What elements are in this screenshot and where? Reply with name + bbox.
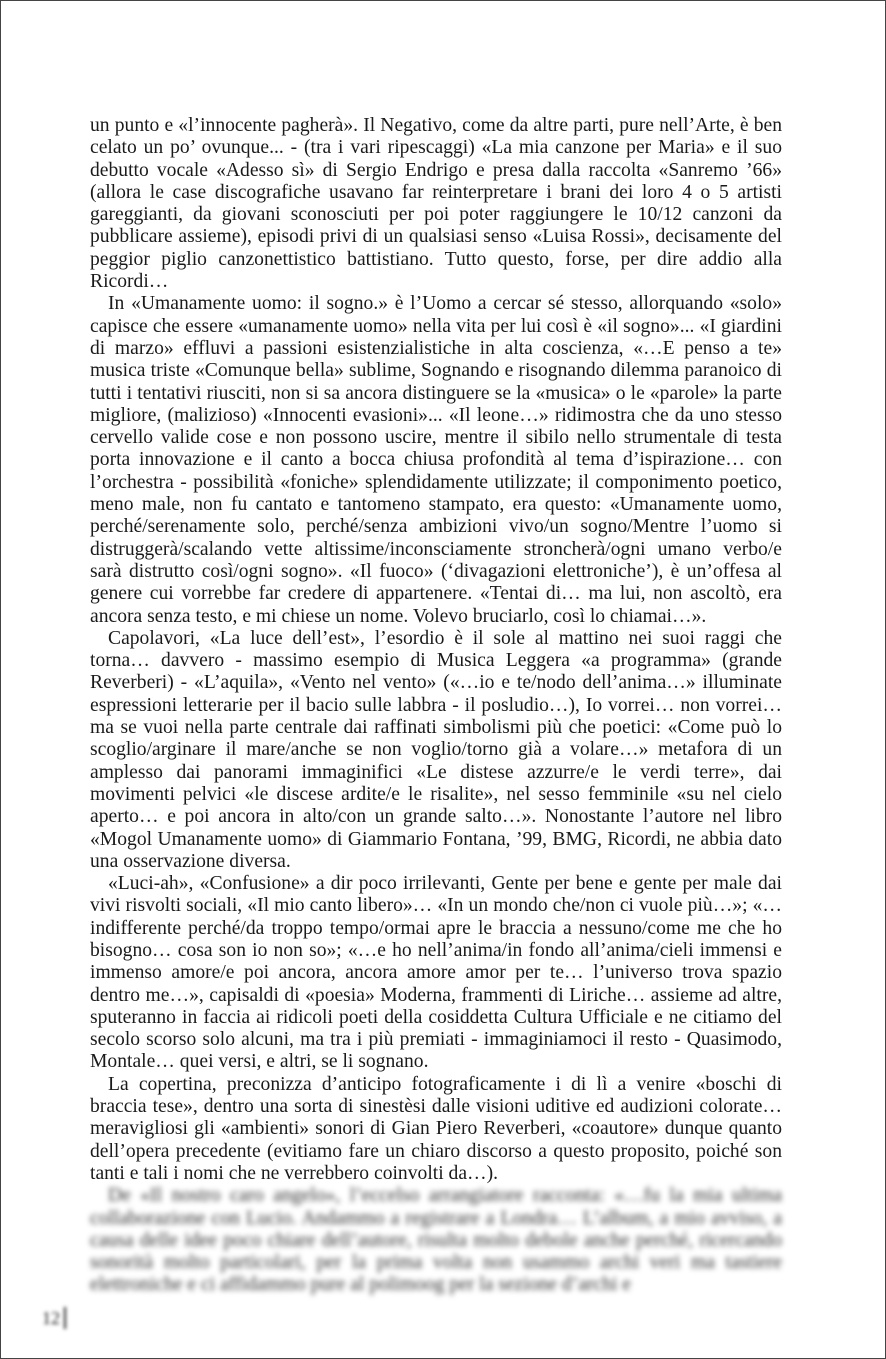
paragraph-2: In «Umanamente uomo: il sogno.» è l’Uomo a cercar sé stesso, allorquando «solo» capisce che essere «umanamente uomo» nella vita per lui così è «il sogno»... «I giardini di marzo» effluvi a passioni esistenzialistiche in alta coscienza, «…E penso a te» musica triste «Comunque bella» sublime, Sognando e risognando dilemma paranoico di tutti i tentativi riusciti, non si sa ancora distinguere se la «musica» o le «parole» la parte migliore, (malizioso) «Innocenti evasioni»... «Il leone…» ridimostra che da uno stesso cervello valide cose e non possono uscire, mentre il sibilo nello strumentale di testa porta innovazione e il canto a bocca chiusa profondità al tema d’ispirazione… con l’orchestra - possibilità «foniche» splendidamente utilizzate; il componimento poetico, meno male, non fu cantato e tantomeno stampato, era questo: «Umanamente uomo, perché/serenamente solo, perché/senza ambizioni vivo/un sogno/Mentre l’uomo si distruggerà/scalando vette altissime/inconsciamente stroncherà/ogni umano verbo/e sarà distrutto così/ogni sogno». «Il fuoco» (‘divagazioni elettroniche’), è un’offesa al genere cui vorrebbe far credere di appartenere. «Tentai di… ma lui, non ascoltò, era ancora senza testo, e mi chiese un nome. Volevo bruciarlo, così lo chiamai…». [90,293,782,627]
paragraph-4: «Luci-ah», «Confusione» a dir poco irrilevanti, Gente per bene e gente per male dai vivi risvolti sociali, «Il mio canto libero»… «In un mondo che/non ci vuole più…»; «…indifferente perché/da troppo tempo/ormai apre le braccia a nessuno/come me che ho bisogno… cosa son io non so»; «…e ho nell’anima/in fondo all’anima/cieli immensi e immenso amore/e poi ancora, ancora amore amor per te… l’universo trova spazio dentro me…», capisaldi di «poesia» Moderna, frammenti di Liriche… assieme ad altre, sputeranno in faccia ai ridicoli poeti della cosiddetta Cultura Ufficiale e ne citiamo del secolo scorso solo alcuni, ma tra i più premiati - immaginiamoci il resto - Quasimodo, Montale… quei versi, e altri, se li sognano. [90,873,782,1073]
page-number-bar [64,1307,66,1329]
body-text [90,115,782,1297]
paragraph-3: Capolavori, «La luce dell’est», l’esordio è il sole al mattino nei suoi raggi che torna… davvero - massimo esempio di Musica Leggera «a programma» (grande Reverberi) - «L’aquila», «Vento nel vento» («…io e te/nodo dell’anima…» illuminate espressioni letterarie per il bacio sulle labbra - il posludio…), Io vorrei… non vorrei… ma se vuoi nella parte centrale dai raffinati simbolismi più che poetici: «Come può lo scoglio/arginare il mare/anche se non voglio/torno già a volare…» metafora di un amplesso dai panorami immaginifici «Le distese azzurre/e le verdi terre», dai movimenti pelvici «le discese ardite/e le risalite», nel sesso femminile «su nel cielo aperto… e poi ancora in alto/con un grande salto…». Nonostante l’autore nel libro «Mogol Umanamente uomo» di Giammario Fontana, ’99, BMG, Ricordi, ne abbia dato una osservazione diversa. [90,627,782,872]
paragraph-1: un punto e «l’innocente pagherà». Il Negativo, come da altre parti, pure nell’Arte, è ben celato un po’ ovunque... - (tra i vari ripescaggi) «La mia canzone per Maria» e il suo debutto vocale «Adesso sì» di Sergio Endrigo e presa dalla raccolta «Sanremo ’66» (allora le case discografiche usavano far reinterpretare i brani dei loro 4 o 5 artisti gareggianti, da giovani sconosciuti per poi poter raggiungere le 10/12 canzoni da pubblicare assieme), episodi privi di un qualsiasi senso «Luisa Rossi», decisamente del peggior piglio canzonettistico battistiano. Tutto questo, forse, per dire addio alla Ricordi… [90,115,782,293]
paragraph-5: La copertina, preconizza d’anticipo fotograficamente i di lì a venire «boschi di braccia tese», dentro una sorta di sinestèsi dalle visioni uditive ed audizioni colorate… meravigliosi gli «ambienti» sonori di Gian Piero Reverberi, «coautore» dunque quanto dell’opera precedente (evitiamo fare un chiaro discorso a questo proposito, poiché son tanti e tali i nomi che ne verrebbero coinvolti da…). [90,1073,782,1184]
page-number-value: 12 [42,1308,60,1328]
page-number [42,1307,66,1329]
paragraph-6-blurred: De «Il nostro caro angelo», l’eccelso arrangiatore racconta: «…fu la mia ultima collaborazione con Lucio. Andammo a registrare a Londra… L’album, a mio avviso, a causa delle idee poco chiare dell’autore, risulta molto debole anche perché, ricercando sonorità molto particolari, per la prima volta non usammo archi veri ma tastiere elettroniche e ci affidammo pure al polimoog per la sezione d’archi e [90,1185,782,1296]
